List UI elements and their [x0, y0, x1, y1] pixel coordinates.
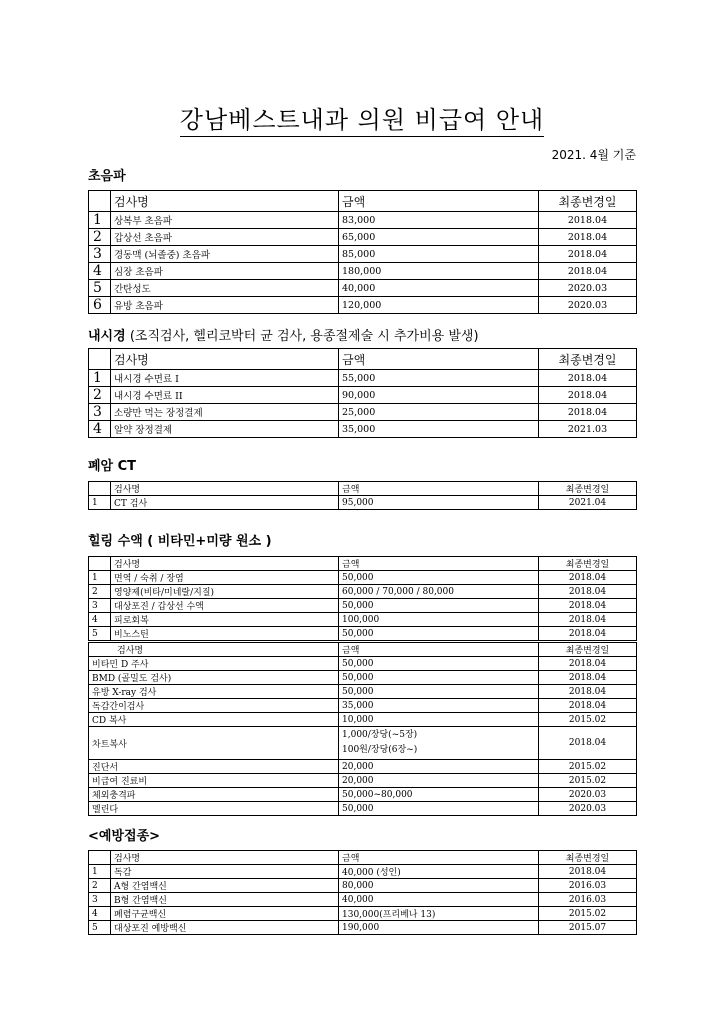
row-number: 1 [89, 571, 111, 585]
row-number: 2 [89, 387, 111, 404]
item-price: 100,000 [339, 613, 539, 627]
item-price: 95,000 [339, 496, 539, 510]
item-price: 90,000 [339, 387, 539, 404]
header-price: 금액 [339, 482, 539, 496]
row-number: 1 [89, 212, 111, 229]
header-date: 최종변경일 [539, 349, 637, 370]
item-date: 2020.03 [539, 788, 637, 802]
item-date: 2018.04 [539, 627, 637, 641]
iv-therapy-table [88, 556, 637, 641]
endoscopy-table [88, 348, 637, 438]
table-header-row [89, 851, 637, 865]
item-date: 2021.03 [539, 421, 637, 438]
item-date: 2015.02 [539, 713, 637, 727]
row-number: 5 [89, 921, 111, 935]
table-header-row [89, 349, 637, 370]
item-name: 피로회복 [111, 613, 339, 627]
item-price: 85,000 [339, 246, 539, 263]
table-row [89, 760, 637, 774]
table-row [89, 585, 637, 599]
item-price: 130,000(프리베나 13) [339, 907, 539, 921]
item-name: 체외충격파 [89, 788, 339, 802]
item-price: 40,000 (성인) [339, 865, 539, 879]
row-number: 2 [89, 585, 111, 599]
item-price-line-2: 100원/장당(6장~) [342, 745, 418, 755]
section-heading-vaccination: <예방접종> [88, 829, 161, 844]
item-date: 2020.03 [539, 802, 637, 816]
table-row [89, 280, 637, 297]
item-price: 80,000 [339, 879, 539, 893]
table-row [89, 613, 637, 627]
row-number: 1 [89, 370, 111, 387]
item-name: CT 검사 [111, 496, 339, 510]
item-date: 2016.03 [539, 879, 637, 893]
page-title [0, 100, 724, 135]
header-name: 검사명 [111, 482, 339, 496]
table-row [89, 788, 637, 802]
table-row [89, 921, 637, 935]
table-row [89, 212, 637, 229]
item-price: 25,000 [339, 404, 539, 421]
item-date: 2018.04 [539, 657, 637, 671]
header-no [89, 349, 111, 370]
section-note: (조직검사, 헬리코박터 균 검사, 용종절제술 시 추가비용 발생) [125, 329, 479, 344]
table-header-row [89, 482, 637, 496]
table-row [89, 699, 637, 713]
item-date: 2018.04 [539, 263, 637, 280]
item-date: 2015.02 [539, 774, 637, 788]
item-date: 2018.04 [539, 404, 637, 421]
section-heading-iv-therapy: 힐링 수액 ( 비타민+미량 원소 ) [88, 534, 272, 549]
row-number: 2 [89, 879, 111, 893]
item-name: 간탄성도 [111, 280, 339, 297]
header-price: 금액 [339, 557, 539, 571]
row-number: 3 [89, 893, 111, 907]
item-price: 50,000 [339, 627, 539, 641]
item-name: 갑상선 초음파 [111, 229, 339, 246]
item-name: 차트복사 [89, 727, 339, 760]
header-name: 검사명 [111, 851, 339, 865]
row-number: 3 [89, 599, 111, 613]
item-name: 영양제(비타/미네랄/지질) [111, 585, 339, 599]
item-price: 20,000 [339, 760, 539, 774]
row-number: 2 [89, 229, 111, 246]
table-row [89, 657, 637, 671]
item-date: 2015.02 [539, 760, 637, 774]
table-row [89, 727, 637, 760]
item-name: A형 간염백신 [111, 879, 339, 893]
item-name: 경동맥 (뇌졸중) 초음파 [111, 246, 339, 263]
item-price: 40,000 [339, 280, 539, 297]
item-price: 83,000 [339, 212, 539, 229]
header-date: 최종변경일 [539, 557, 637, 571]
table-row [89, 685, 637, 699]
item-price: 50,000 [339, 571, 539, 585]
item-date: 2018.04 [539, 229, 637, 246]
table-row [89, 713, 637, 727]
table-row [89, 229, 637, 246]
header-name: 검사명 [111, 191, 339, 212]
table-row [89, 404, 637, 421]
row-number: 1 [89, 865, 111, 879]
item-name: 독감간이검사 [89, 699, 339, 713]
table-row [89, 893, 637, 907]
item-date: 2018.04 [539, 387, 637, 404]
header-name: 검사명 [111, 557, 339, 571]
item-name: 알약 장정결제 [111, 421, 339, 438]
row-number: 4 [89, 263, 111, 280]
item-price: 50,000 [339, 685, 539, 699]
item-name: 비급여 진료비 [89, 774, 339, 788]
header-price: 금액 [339, 191, 539, 212]
item-date: 2018.04 [539, 699, 637, 713]
table-row [89, 496, 637, 510]
table-row [89, 387, 637, 404]
header-no [89, 191, 111, 212]
item-name: BMD (골밀도 검사) [89, 671, 339, 685]
item-name: 멜린다 [89, 802, 339, 816]
row-number: 1 [89, 496, 111, 510]
header-price: 금액 [339, 851, 539, 865]
item-date: 2018.04 [539, 571, 637, 585]
ultrasound-table [88, 190, 637, 314]
item-date: 2018.04 [539, 246, 637, 263]
page-title-text: 강남베스트내과 의원 비급여 안내 [180, 106, 544, 137]
item-name: 유방 초음파 [111, 297, 339, 314]
table-row [89, 370, 637, 387]
item-price: 20,000 [339, 774, 539, 788]
table-row [89, 907, 637, 921]
header-name: 검사명 [89, 643, 339, 657]
table-row [89, 263, 637, 280]
item-name: B형 간염백신 [111, 893, 339, 907]
table-row [89, 421, 637, 438]
table-row [89, 802, 637, 816]
section-heading-endoscopy: 내시경 (조직검사, 헬리코박터 균 검사, 용종절제술 시 추가비용 발생) [88, 329, 479, 344]
item-name: 상복부 초음파 [111, 212, 339, 229]
header-date: 최종변경일 [539, 482, 637, 496]
row-number: 6 [89, 297, 111, 314]
table-header-row [89, 557, 637, 571]
row-number: 4 [89, 907, 111, 921]
item-date: 2016.03 [539, 893, 637, 907]
item-price: 50,000 [339, 657, 539, 671]
item-date: 2018.04 [539, 613, 637, 627]
header-no [89, 851, 111, 865]
item-name: CD 복사 [89, 713, 339, 727]
item-price: 35,000 [339, 699, 539, 713]
item-price: 120,000 [339, 297, 539, 314]
table-row [89, 599, 637, 613]
item-name: 심장 초음파 [111, 263, 339, 280]
item-name: 진단서 [89, 760, 339, 774]
item-date: 2018.04 [539, 585, 637, 599]
item-name: 면역 / 숙취 / 장염 [111, 571, 339, 585]
header-price: 금액 [339, 643, 539, 657]
item-date: 2021.04 [539, 496, 637, 510]
item-price: 65,000 [339, 229, 539, 246]
item-name: 폐렴구균백신 [111, 907, 339, 921]
item-price: 50,000 [339, 671, 539, 685]
table-row [89, 671, 637, 685]
row-number: 3 [89, 246, 111, 263]
item-date: 2015.02 [539, 907, 637, 921]
item-price: 35,000 [339, 421, 539, 438]
item-name: 대상포진 예방백신 [111, 921, 339, 935]
section-heading-lung-ct: 폐암 CT [88, 459, 137, 474]
table-header-row [89, 191, 637, 212]
item-price [339, 727, 539, 760]
header-date: 최종변경일 [539, 191, 637, 212]
table-row [89, 879, 637, 893]
item-name: 비노스틴 [111, 627, 339, 641]
item-date: 2020.03 [539, 297, 637, 314]
item-date: 2015.07 [539, 921, 637, 935]
row-number: 4 [89, 613, 111, 627]
row-number: 3 [89, 404, 111, 421]
item-name: 대상포진 / 갑상선 수액 [111, 599, 339, 613]
section-heading-ultrasound: 초음파 [88, 169, 126, 184]
item-name: 독감 [111, 865, 339, 879]
vaccination-table [88, 850, 637, 935]
item-price: 55,000 [339, 370, 539, 387]
table-row [89, 571, 637, 585]
item-date: 2018.04 [539, 212, 637, 229]
table-row [89, 246, 637, 263]
item-name: 내시경 수면료 I [111, 370, 339, 387]
item-name: 소량만 먹는 장정결제 [111, 404, 339, 421]
date-note: 2021. 4월 기준 [551, 148, 636, 162]
item-price: 10,000 [339, 713, 539, 727]
item-price-line-1: 1,000/장당(~5장) [342, 730, 418, 740]
header-date: 최종변경일 [539, 851, 637, 865]
header-no [89, 482, 111, 496]
item-date: 2018.04 [539, 865, 637, 879]
item-price: 40,000 [339, 893, 539, 907]
item-price: 50,000 [339, 802, 539, 816]
header-price: 금액 [339, 349, 539, 370]
item-price: 180,000 [339, 263, 539, 280]
row-number: 5 [89, 280, 111, 297]
header-no [89, 557, 111, 571]
row-number: 5 [89, 627, 111, 641]
item-date: 2018.04 [539, 727, 637, 760]
table-row [89, 865, 637, 879]
header-date: 최종변경일 [539, 643, 637, 657]
item-name: 비타민 D 주사 [89, 657, 339, 671]
item-price: 50,000~80,000 [339, 788, 539, 802]
misc-items-table [88, 642, 637, 816]
item-date: 2018.04 [539, 370, 637, 387]
table-row [89, 297, 637, 314]
header-name: 검사명 [111, 349, 339, 370]
item-price: 50,000 [339, 599, 539, 613]
item-date: 2020.03 [539, 280, 637, 297]
item-date: 2018.04 [539, 599, 637, 613]
table-row [89, 774, 637, 788]
row-number: 4 [89, 421, 111, 438]
table-header-row [89, 643, 637, 657]
item-date: 2018.04 [539, 671, 637, 685]
lung-ct-table [88, 481, 637, 510]
item-name: 내시경 수면료 II [111, 387, 339, 404]
item-name: 유방 X-ray 검사 [89, 685, 339, 699]
item-date: 2018.04 [539, 685, 637, 699]
table-row [89, 627, 637, 641]
item-price: 190,000 [339, 921, 539, 935]
item-price: 60,000 / 70,000 / 80,000 [339, 585, 539, 599]
